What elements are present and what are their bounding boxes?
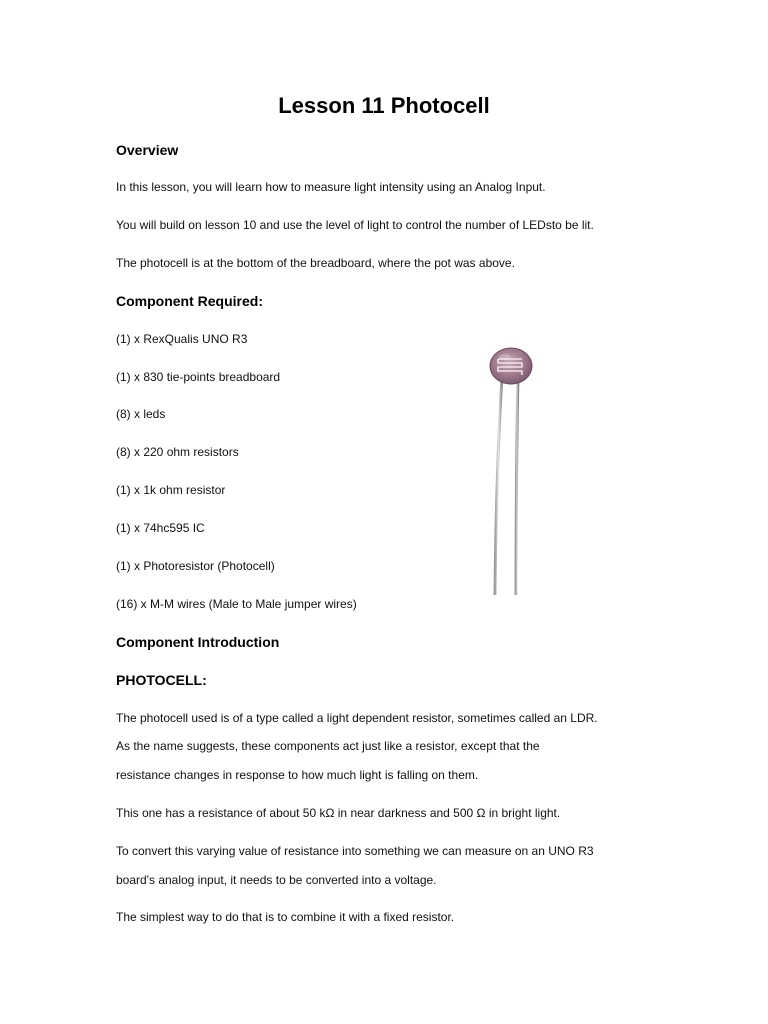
component-item: (8) x 220 ohm resistors [116, 445, 239, 459]
intro-paragraph-4: This one has a resistance of about 50 kΩ in near darkness and 500 Ω in bright light. [116, 806, 561, 820]
intro-paragraph-5: To convert this varying value of resistance into something we can measure on an UNO R3 [116, 844, 594, 858]
overview-paragraph-3: The photocell is at the bottom of the breadboard, where the pot was above. [116, 256, 515, 270]
overview-paragraph-2: You will build on lesson 10 and use the level of light to control the number of LEDsto be lit. [116, 218, 594, 232]
overview-heading: Overview [116, 142, 179, 158]
photocell-subheading: PHOTOCELL: [116, 672, 207, 688]
page-title: Lesson 11 Photocell [278, 93, 490, 118]
component-item: (1) x Photoresistor (Photocell) [116, 559, 275, 573]
component-item: (1) x 74hc595 IC [116, 521, 205, 535]
component-item: (16) x M-M wires (Male to Male jumper wires) [116, 597, 357, 611]
intro-paragraph-1: The photocell used is of a type called a light dependent resistor, sometimes called an LDR. [116, 711, 598, 725]
component-item: (1) x 1k ohm resistor [116, 483, 226, 497]
intro-paragraph-3: resistance changes in response to how much light is falling on them. [116, 768, 479, 782]
components-required-heading: Component Required: [116, 293, 263, 309]
component-item: (8) x leds [116, 407, 166, 421]
overview-paragraph-1: In this lesson, you will learn how to measure light intensity using an Analog Input. [116, 180, 546, 194]
photoresistor-illustration-icon [482, 345, 544, 600]
component-item: (1) x 830 tie-points breadboard [116, 370, 281, 384]
intro-paragraph-6: board's analog input, it needs to be converted into a voltage. [116, 873, 437, 887]
intro-paragraph-7: The simplest way to do that is to combine it with a fixed resistor. [116, 910, 455, 924]
component-introduction-heading: Component Introduction [116, 634, 280, 650]
intro-paragraph-2: As the name suggests, these components act just like a resistor, except that the [116, 739, 540, 753]
component-item: (1) x RexQualis UNO R3 [116, 332, 248, 346]
